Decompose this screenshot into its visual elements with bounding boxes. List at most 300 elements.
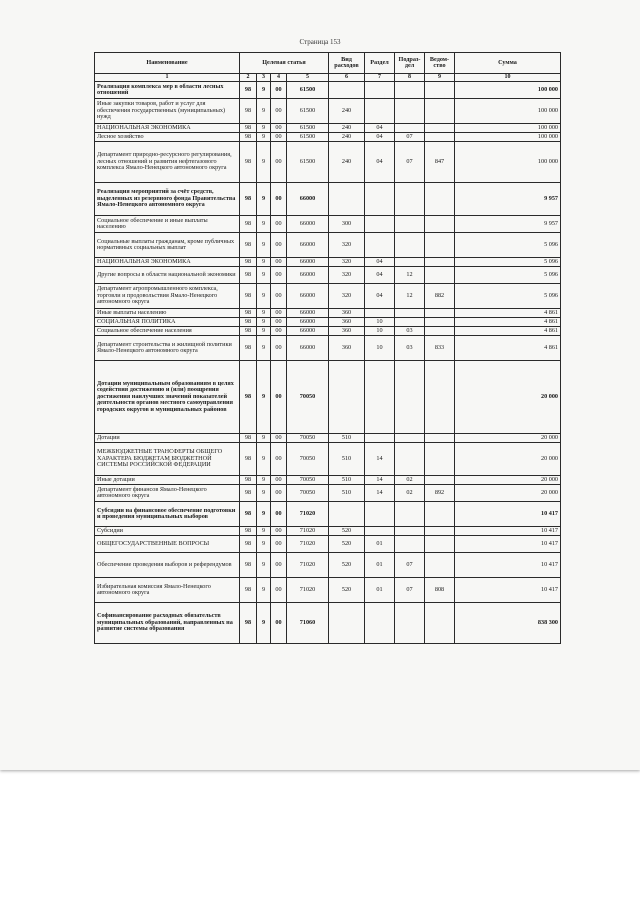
cell-subsection — [395, 527, 425, 536]
cell-subsection: 02 — [395, 485, 425, 502]
column-number: 6 — [329, 74, 365, 82]
cell-target-code: 71060 — [287, 603, 329, 644]
cell-target-subprogram: 9 — [257, 476, 271, 485]
cell-expense-type — [329, 82, 365, 99]
cell-name: Департамент строительства и жилищной политики Ямало-Ненецкого автономного округа — [95, 336, 240, 361]
cell-target-group: 00 — [271, 553, 287, 578]
cell-expense-type: 360 — [329, 318, 365, 327]
cell-target-code: 66000 — [287, 336, 329, 361]
cell-target-code: 71020 — [287, 553, 329, 578]
cell-target-program: 98 — [240, 502, 257, 527]
cell-target-group: 00 — [271, 327, 287, 336]
cell-name: Департамент природно-ресурсного регулирования, лесных отношений и развития нефтегазового комплекса Ямало-Ненецкого автономного округа — [95, 142, 240, 183]
cell-expense-type: 320 — [329, 233, 365, 258]
cell-target-code: 61500 — [287, 142, 329, 183]
cell-department — [425, 216, 455, 233]
cell-subsection — [395, 361, 425, 434]
cell-section: 10 — [365, 336, 395, 361]
cell-sum: 20 000 — [455, 443, 561, 476]
cell-section — [365, 216, 395, 233]
cell-target-subprogram: 9 — [257, 327, 271, 336]
cell-target-subprogram: 9 — [257, 361, 271, 434]
cell-target-group: 00 — [271, 267, 287, 284]
cell-name: Обеспечение проведения выборов и референдумов — [95, 553, 240, 578]
cell-section: 10 — [365, 318, 395, 327]
cell-name: Дотации муниципальным образованиям в целях содействия достижению и (или) поощрения достижения наилучших значений показателей деятельности органов местного самоуправления городских округов и муниципальных районов — [95, 361, 240, 434]
cell-section — [365, 502, 395, 527]
cell-expense-type: 520 — [329, 536, 365, 553]
cell-target-code: 66000 — [287, 267, 329, 284]
cell-target-program: 98 — [240, 327, 257, 336]
cell-subsection — [395, 99, 425, 124]
cell-section: 04 — [365, 142, 395, 183]
cell-target-program: 98 — [240, 553, 257, 578]
cell-sum: 4 861 — [455, 327, 561, 336]
cell-department — [425, 502, 455, 527]
cell-subsection — [395, 183, 425, 216]
table-row — [95, 603, 561, 644]
cell-target-program: 98 — [240, 233, 257, 258]
cell-target-subprogram: 9 — [257, 82, 271, 99]
cell-target-code: 70050 — [287, 434, 329, 443]
cell-target-code: 70050 — [287, 485, 329, 502]
cell-department — [425, 309, 455, 318]
cell-target-code: 66000 — [287, 318, 329, 327]
cell-target-code: 71020 — [287, 502, 329, 527]
cell-target-group: 00 — [271, 318, 287, 327]
cell-subsection — [395, 603, 425, 644]
cell-department — [425, 536, 455, 553]
cell-name: Другие вопросы в области национальной экономики — [95, 267, 240, 284]
cell-expense-type: 510 — [329, 476, 365, 485]
header-section: Раздел — [365, 53, 395, 74]
cell-name: Субсидии на финансовое обеспечение подготовки и проведения муниципальных выборов — [95, 502, 240, 527]
cell-target-program: 98 — [240, 434, 257, 443]
cell-expense-type: 520 — [329, 553, 365, 578]
cell-section: 04 — [365, 258, 395, 267]
cell-target-subprogram: 9 — [257, 99, 271, 124]
cell-subsection: 07 — [395, 142, 425, 183]
column-number: 7 — [365, 74, 395, 82]
cell-subsection — [395, 434, 425, 443]
cell-sum: 100 000 — [455, 133, 561, 142]
table-row — [95, 485, 561, 502]
cell-department — [425, 258, 455, 267]
cell-target-subprogram: 9 — [257, 578, 271, 603]
cell-name: Дотации — [95, 434, 240, 443]
cell-target-program: 98 — [240, 485, 257, 502]
cell-expense-type: 320 — [329, 284, 365, 309]
cell-department: 808 — [425, 578, 455, 603]
cell-expense-type — [329, 361, 365, 434]
cell-section — [365, 527, 395, 536]
cell-subsection — [395, 216, 425, 233]
cell-name: Иные закупки товаров, работ и услуг для обеспечения государственных (муниципальных) нужд — [95, 99, 240, 124]
cell-expense-type: 320 — [329, 258, 365, 267]
cell-section: 01 — [365, 553, 395, 578]
table-row — [95, 553, 561, 578]
cell-expense-type: 240 — [329, 133, 365, 142]
cell-sum: 5 096 — [455, 233, 561, 258]
cell-department — [425, 183, 455, 216]
cell-section — [365, 361, 395, 434]
cell-name: Иные выплаты населению — [95, 309, 240, 318]
cell-sum: 4 861 — [455, 309, 561, 318]
table-header-row — [95, 53, 561, 74]
cell-target-subprogram: 9 — [257, 536, 271, 553]
cell-target-subprogram: 9 — [257, 133, 271, 142]
cell-subsection — [395, 124, 425, 133]
cell-department — [425, 82, 455, 99]
cell-section: 14 — [365, 476, 395, 485]
cell-target-code: 71020 — [287, 527, 329, 536]
cell-expense-type: 510 — [329, 443, 365, 476]
cell-department: 882 — [425, 284, 455, 309]
table-row — [95, 284, 561, 309]
table-row — [95, 309, 561, 318]
cell-name: Лесное хозяйство — [95, 133, 240, 142]
table-row — [95, 327, 561, 336]
table-row — [95, 124, 561, 133]
cell-target-subprogram: 9 — [257, 443, 271, 476]
cell-name: Департамент агропромышленного комплекса, торговли и продовольствия Ямало-Ненецкого автономного округа — [95, 284, 240, 309]
cell-target-subprogram: 9 — [257, 124, 271, 133]
table-row — [95, 183, 561, 216]
cell-section — [365, 309, 395, 318]
cell-sum: 10 417 — [455, 536, 561, 553]
cell-sum: 5 096 — [455, 284, 561, 309]
cell-expense-type: 360 — [329, 336, 365, 361]
table-row — [95, 267, 561, 284]
cell-expense-type: 360 — [329, 327, 365, 336]
cell-target-code: 61500 — [287, 99, 329, 124]
cell-subsection: 12 — [395, 267, 425, 284]
cell-section: 04 — [365, 133, 395, 142]
table-row — [95, 99, 561, 124]
cell-subsection: 02 — [395, 476, 425, 485]
cell-subsection — [395, 309, 425, 318]
cell-target-group: 00 — [271, 485, 287, 502]
cell-sum: 20 000 — [455, 361, 561, 434]
cell-target-code: 61500 — [287, 82, 329, 99]
cell-target-subprogram: 9 — [257, 527, 271, 536]
cell-department — [425, 327, 455, 336]
cell-target-subprogram: 9 — [257, 216, 271, 233]
table-row — [95, 527, 561, 536]
cell-target-group: 00 — [271, 82, 287, 99]
cell-target-group: 00 — [271, 361, 287, 434]
cell-target-program: 98 — [240, 476, 257, 485]
cell-target-subprogram: 9 — [257, 142, 271, 183]
cell-name: СОЦИАЛЬНАЯ ПОЛИТИКА — [95, 318, 240, 327]
cell-target-group: 00 — [271, 233, 287, 258]
cell-name: ОБЩЕГОСУДАРСТВЕННЫЕ ВОПРОСЫ — [95, 536, 240, 553]
cell-sum: 100 000 — [455, 142, 561, 183]
cell-target-code: 66000 — [287, 183, 329, 216]
cell-target-code: 70050 — [287, 443, 329, 476]
cell-target-group: 00 — [271, 336, 287, 361]
cell-section: 14 — [365, 485, 395, 502]
cell-target-group: 00 — [271, 443, 287, 476]
cell-name: НАЦИОНАЛЬНАЯ ЭКОНОМИКА — [95, 258, 240, 267]
table-row — [95, 142, 561, 183]
cell-expense-type — [329, 603, 365, 644]
cell-target-code: 66000 — [287, 233, 329, 258]
cell-target-group: 00 — [271, 133, 287, 142]
cell-department — [425, 233, 455, 258]
cell-sum: 5 096 — [455, 258, 561, 267]
table-row — [95, 536, 561, 553]
cell-name: Софинансирование расходных обязательств муниципальных образований, направленных на развитие системы образования — [95, 603, 240, 644]
cell-target-subprogram: 9 — [257, 553, 271, 578]
budget-table — [94, 52, 561, 644]
column-number: 10 — [455, 74, 561, 82]
cell-target-group: 00 — [271, 216, 287, 233]
table-row — [95, 133, 561, 142]
cell-target-program: 98 — [240, 361, 257, 434]
cell-sum: 838 300 — [455, 603, 561, 644]
header-target-article: Целевая статья — [240, 53, 329, 74]
cell-target-program: 98 — [240, 336, 257, 361]
cell-name: Социальное обеспечение населения — [95, 327, 240, 336]
cell-expense-type: 240 — [329, 142, 365, 183]
cell-section — [365, 233, 395, 258]
cell-section: 10 — [365, 327, 395, 336]
column-number: 5 — [287, 74, 329, 82]
cell-target-group: 00 — [271, 434, 287, 443]
cell-section — [365, 183, 395, 216]
cell-name: Социальные выплаты гражданам, кроме публичных нормативных социальных выплат — [95, 233, 240, 258]
cell-department — [425, 124, 455, 133]
cell-name: Департамент финансов Ямало-Ненецкого автономного округа — [95, 485, 240, 502]
cell-sum: 100 000 — [455, 124, 561, 133]
cell-sum: 20 000 — [455, 434, 561, 443]
cell-subsection — [395, 82, 425, 99]
cell-subsection — [395, 443, 425, 476]
cell-target-program: 98 — [240, 527, 257, 536]
cell-name: Субсидии — [95, 527, 240, 536]
cell-expense-type: 240 — [329, 99, 365, 124]
cell-department — [425, 99, 455, 124]
cell-subsection: 07 — [395, 553, 425, 578]
cell-target-group: 00 — [271, 309, 287, 318]
cell-sum: 10 417 — [455, 502, 561, 527]
cell-name: НАЦИОНАЛЬНАЯ ЭКОНОМИКА — [95, 124, 240, 133]
cell-expense-type — [329, 183, 365, 216]
column-number: 8 — [395, 74, 425, 82]
cell-target-subprogram: 9 — [257, 183, 271, 216]
cell-sum: 4 861 — [455, 318, 561, 327]
header-department: Ведом-ство — [425, 53, 455, 74]
cell-target-program: 98 — [240, 443, 257, 476]
cell-subsection: 03 — [395, 336, 425, 361]
cell-sum: 10 417 — [455, 553, 561, 578]
cell-target-code: 61500 — [287, 133, 329, 142]
cell-target-group: 00 — [271, 284, 287, 309]
table-row — [95, 502, 561, 527]
cell-section: 14 — [365, 443, 395, 476]
cell-target-code: 70050 — [287, 361, 329, 434]
cell-sum: 100 000 — [455, 99, 561, 124]
table-row — [95, 443, 561, 476]
cell-target-group: 00 — [271, 142, 287, 183]
cell-sum: 9 957 — [455, 216, 561, 233]
cell-target-group: 00 — [271, 99, 287, 124]
cell-department: 847 — [425, 142, 455, 183]
cell-target-group: 00 — [271, 476, 287, 485]
cell-target-program: 98 — [240, 216, 257, 233]
cell-target-group: 00 — [271, 527, 287, 536]
cell-name: Иные дотации — [95, 476, 240, 485]
cell-department — [425, 603, 455, 644]
cell-target-subprogram: 9 — [257, 267, 271, 284]
cell-target-code: 71020 — [287, 578, 329, 603]
cell-section: 01 — [365, 536, 395, 553]
cell-section — [365, 99, 395, 124]
cell-target-group: 00 — [271, 183, 287, 216]
table-row — [95, 258, 561, 267]
cell-target-program: 98 — [240, 536, 257, 553]
column-number: 1 — [95, 74, 240, 82]
cell-department: 892 — [425, 485, 455, 502]
cell-expense-type: 520 — [329, 578, 365, 603]
cell-expense-type: 320 — [329, 267, 365, 284]
cell-sum: 20 000 — [455, 485, 561, 502]
cell-target-program: 98 — [240, 258, 257, 267]
cell-target-program: 98 — [240, 142, 257, 183]
cell-subsection — [395, 536, 425, 553]
cell-name: Избирательная комиссия Ямало-Ненецкого автономного округа — [95, 578, 240, 603]
cell-expense-type: 510 — [329, 485, 365, 502]
cell-department — [425, 434, 455, 443]
cell-target-code: 66000 — [287, 216, 329, 233]
cell-target-program: 98 — [240, 99, 257, 124]
cell-target-program: 98 — [240, 284, 257, 309]
column-number: 9 — [425, 74, 455, 82]
cell-expense-type: 360 — [329, 309, 365, 318]
cell-section: 04 — [365, 284, 395, 309]
cell-section — [365, 82, 395, 99]
cell-expense-type: 520 — [329, 527, 365, 536]
table-row — [95, 336, 561, 361]
cell-department — [425, 443, 455, 476]
cell-target-code: 66000 — [287, 309, 329, 318]
cell-target-code: 66000 — [287, 258, 329, 267]
cell-target-program: 98 — [240, 133, 257, 142]
cell-sum: 20 000 — [455, 476, 561, 485]
cell-expense-type — [329, 502, 365, 527]
cell-sum: 10 417 — [455, 578, 561, 603]
cell-target-program: 98 — [240, 183, 257, 216]
cell-expense-type: 300 — [329, 216, 365, 233]
cell-subsection: 07 — [395, 578, 425, 603]
header-name: Наименование — [95, 53, 240, 74]
cell-section — [365, 603, 395, 644]
cell-sum: 4 861 — [455, 336, 561, 361]
cell-target-program: 98 — [240, 82, 257, 99]
cell-target-code: 61500 — [287, 124, 329, 133]
header-subsection: Подраз-дел — [395, 53, 425, 74]
table-row — [95, 82, 561, 99]
column-number: 2 — [240, 74, 257, 82]
cell-target-group: 00 — [271, 536, 287, 553]
cell-target-subprogram: 9 — [257, 336, 271, 361]
cell-target-program: 98 — [240, 603, 257, 644]
cell-section: 04 — [365, 124, 395, 133]
cell-target-subprogram: 9 — [257, 284, 271, 309]
cell-target-code: 70050 — [287, 476, 329, 485]
cell-target-subprogram: 9 — [257, 485, 271, 502]
cell-name: МЕЖБЮДЖЕТНЫЕ ТРАНСФЕРТЫ ОБЩЕГО ХАРАКТЕРА БЮДЖЕТАМ БЮДЖЕТНОЙ СИСТЕМЫ РОССИЙСКОЙ ФЕДЕРАЦИИ — [95, 443, 240, 476]
cell-department — [425, 476, 455, 485]
cell-subsection: 03 — [395, 327, 425, 336]
cell-sum: 100 000 — [455, 82, 561, 99]
table-row — [95, 233, 561, 258]
cell-target-program: 98 — [240, 309, 257, 318]
table-row — [95, 434, 561, 443]
cell-name: Реализация мероприятий за счёт средств, выделенных из резервного фонда Правительства Ямало-Ненецкого автономного округа — [95, 183, 240, 216]
cell-target-program: 98 — [240, 318, 257, 327]
cell-section — [365, 434, 395, 443]
cell-target-code: 71020 — [287, 536, 329, 553]
table-row — [95, 318, 561, 327]
cell-target-subprogram: 9 — [257, 233, 271, 258]
cell-department — [425, 553, 455, 578]
cell-subsection — [395, 233, 425, 258]
cell-subsection — [395, 258, 425, 267]
page-number-header: Страница 153 — [299, 38, 341, 46]
cell-section: 04 — [365, 267, 395, 284]
cell-target-subprogram: 9 — [257, 434, 271, 443]
header-sum: Сумма — [455, 53, 561, 74]
cell-sum: 5 096 — [455, 267, 561, 284]
cell-target-code: 66000 — [287, 284, 329, 309]
cell-name: Социальное обеспечение и иные выплаты населению — [95, 216, 240, 233]
cell-department — [425, 361, 455, 434]
cell-target-subprogram: 9 — [257, 258, 271, 267]
cell-department — [425, 133, 455, 142]
cell-expense-type: 510 — [329, 434, 365, 443]
cell-department — [425, 267, 455, 284]
cell-target-subprogram: 9 — [257, 603, 271, 644]
column-number: 3 — [257, 74, 271, 82]
cell-sum: 9 957 — [455, 183, 561, 216]
cell-target-program: 98 — [240, 124, 257, 133]
cell-subsection: 12 — [395, 284, 425, 309]
cell-target-program: 98 — [240, 267, 257, 284]
cell-subsection: 07 — [395, 133, 425, 142]
cell-sum: 10 417 — [455, 527, 561, 536]
cell-target-group: 00 — [271, 258, 287, 267]
cell-target-group: 00 — [271, 578, 287, 603]
cell-department: 833 — [425, 336, 455, 361]
cell-section: 01 — [365, 578, 395, 603]
cell-department — [425, 527, 455, 536]
cell-target-subprogram: 9 — [257, 309, 271, 318]
cell-subsection — [395, 318, 425, 327]
cell-target-group: 00 — [271, 124, 287, 133]
cell-target-group: 00 — [271, 603, 287, 644]
cell-target-program: 98 — [240, 578, 257, 603]
cell-name: Реализация комплекса мер в области лесных отношений — [95, 82, 240, 99]
table-row — [95, 578, 561, 603]
cell-target-subprogram: 9 — [257, 318, 271, 327]
cell-department — [425, 318, 455, 327]
table-row — [95, 361, 561, 434]
cell-expense-type: 240 — [329, 124, 365, 133]
cell-target-code: 66000 — [287, 327, 329, 336]
column-numbers-row — [95, 74, 561, 82]
